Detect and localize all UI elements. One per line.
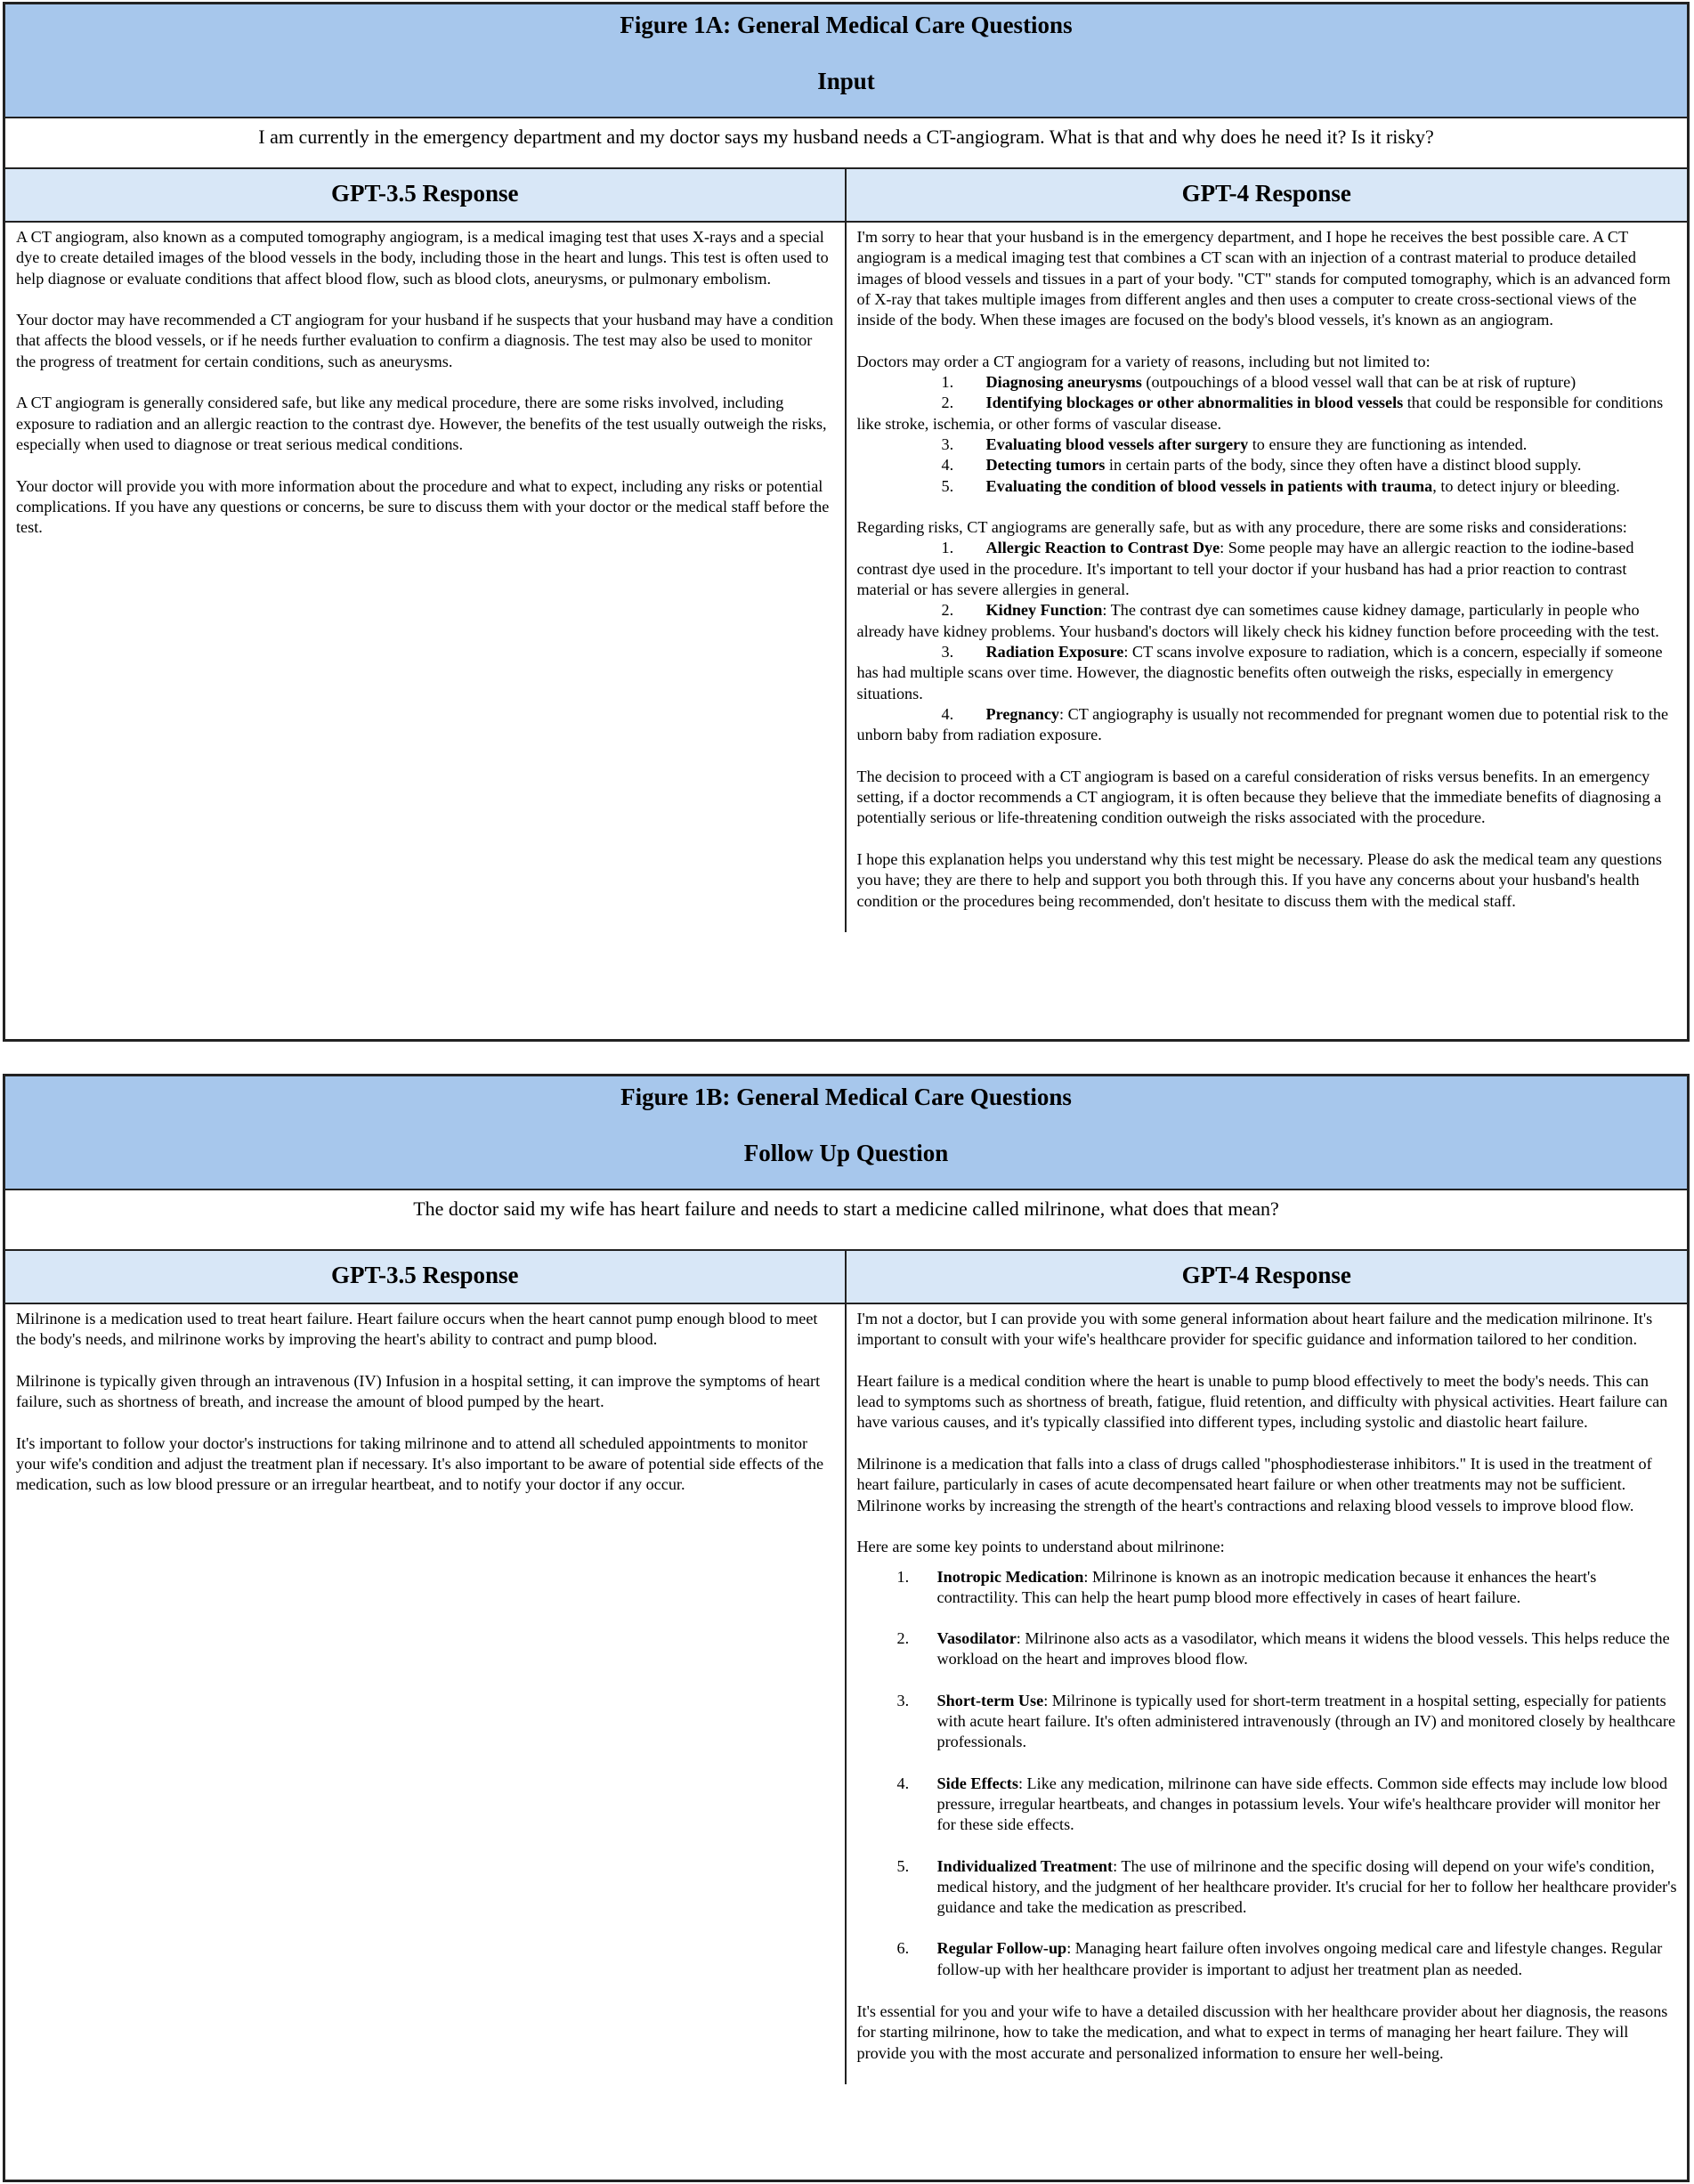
paragraph: Milrinone is a medication that falls into a class of drugs called "phosphodiesterase inhibitors." It is used in the treatment of heart failure, particularly in cases of acute decompensated heart failure or when other treatments may not be sufficient. Milrinone works by increasing the strength of the heart's contractions and relaxing blood vessels to improve blood flow.: [856, 1455, 1652, 1514]
paragraph: The decision to proceed with a CT angiogram is based on a careful consideration of risks versus benefits. In an emergency setting, if a doctor recommends a CT angiogram, it is often because they believe that the immediate benefits of diagnosing a potentially serious or life-threatening condition outweigh the risks associated with the procedure.: [856, 767, 1662, 827]
paragraph: Your doctor will provide you with more information about the procedure and what to expect, including any risks or potential complications. If you have any questions or concerns, be sure to discuss them with your doctor or the medical staff before the test.: [16, 476, 830, 537]
list-item: 1. Allergic Reaction to Contrast Dye: Some people may have an allergic reaction to the iodine-based contrast dye used in the procedure. It's important to tell your doctor if your husband has had a prior reaction to contrast material or has severe allergies in general.: [856, 539, 1634, 599]
figure-1a-title: Figure 1A: General Medical Care Questions: [620, 12, 1073, 38]
paragraph: Doctors may order a CT angiogram for a variety of reasons, including but not limited to:: [856, 352, 1431, 370]
paragraph: I'm not a doctor, but I can provide you with some general information about heart failure and the medication milrinone. It's important to consult with your wife's healthcare provider for specific guidance and information tailored to her condition.: [856, 1310, 1653, 1349]
figure-1a-gpt35-column: [5, 169, 847, 932]
key-points-list: [857, 1567, 1679, 1980]
list-item: 6. Regular Follow-up: Managing heart failure often involves ongoing medical care and lifestyle changes. Regular follow-up with her healthcare provider is important to adjust her treatment plan as needed.: [896, 1939, 1663, 1978]
figure-1a-title-band: [5, 4, 1687, 118]
figure-1a-gpt4-body: [847, 223, 1688, 932]
list-item: 5. Evaluating the condition of blood vessels in patients with trauma, to detect injury or bleeding.: [941, 476, 1620, 495]
list-item: 3. Radiation Exposure: CT scans involve exposure to radiation, which is a concern, especially if someone has had multiple scans over time. However, the diagnostic benefits often outweigh the risks, especially in emergency situations.: [856, 642, 1663, 702]
figure-1b-gpt4-header: GPT-4 Response: [847, 1251, 1688, 1304]
reasons-list: [857, 372, 1679, 497]
paragraph: Regarding risks, CT angiograms are generally safe, but as with any procedure, there are some risks and considerations:: [856, 518, 1627, 537]
figure-1b-gpt4-body: [847, 1304, 1688, 2084]
figure-1a-gpt4-column: [847, 169, 1688, 932]
paragraph: I hope this explanation helps you understand why this test might be necessary. Please do ask the medical team any questions you have; they are there to help and support you both through this. If you have any concerns about your husband's health condition or the procedures being recommended, don't hesitate to discuss them with the medical staff.: [856, 849, 1662, 910]
figure-1b-columns: [5, 1251, 1687, 2084]
list-item: 4. Detecting tumors in certain parts of the body, since they often have a distinct blood supply.: [941, 456, 1582, 475]
paragraph: Your doctor may have recommended a CT angiogram for your husband if he suspects that your husband may have a condition that affects the blood vessels, or if he needs further evaluation to confirm a diagnosis. The test may also be used to monitor the progress of treatment for certain conditions, such as aneurysms.: [16, 311, 834, 370]
figure-1a-subtitle: Input: [817, 68, 875, 94]
list-item: 1. Inotropic Medication: Milrinone is known as an inotropic medication because it enhances the heart's contractility. This can help the heart pump blood more effectively in cases of heart failure.: [896, 1567, 1597, 1606]
paragraph: Heart failure is a medical condition where the heart is unable to pump blood effectively to meet the body's needs. This can lead to symptoms such as shortness of breath, fatigue, fluid retention, and difficulty with physical activities. Heart failure can have various causes, and it's typically classified into different types, including systolic and diastolic heart failure.: [856, 1371, 1668, 1432]
figure-1a-columns: [5, 169, 1687, 932]
figure-1b-gpt35-column: [5, 1251, 847, 2084]
paragraph: It's essential for you and your wife to have a detailed discussion with her healthcare provider about her diagnosis, the reasons for starting milrinone, how to take the medication, and what to expect in terms of managing her heart failure. They will provide you with the most accurate and personalized information to ensure her well-being.: [856, 2002, 1668, 2062]
list-item: 2. Identifying blockages or other abnormalities in blood vessels that could be responsible for conditions like stroke, ischemia, or other forms of vascular disease.: [856, 394, 1664, 433]
figure-1a-gpt4-header: GPT-4 Response: [847, 169, 1688, 223]
figure-1a-gpt35-body: [5, 223, 845, 559]
figure-1b-gpt35-header: GPT-3.5 Response: [5, 1251, 845, 1304]
figure-1b-subtitle: Follow Up Question: [743, 1140, 949, 1166]
paragraph: A CT angiogram is generally considered safe, but like any medical procedure, there are some risks involved, including exposure to radiation and an allergic reaction to the contrast dye. However, the benefits of the test usually outweigh the risks, especially when used to diagnose or treat serious medical conditions.: [16, 394, 827, 453]
list-item: 2. Kidney Function: The contrast dye can sometimes cause kidney damage, particularly in people who already have kidney problems. Your husband's doctors will likely check his kidney function before proceeding with the test.: [856, 601, 1659, 640]
risks-list: [857, 538, 1679, 745]
figure-1a-gpt35-header: GPT-3.5 Response: [5, 169, 845, 223]
list-item: 3. Evaluating blood vessels after surgery to ensure they are functioning as intended.: [941, 434, 1528, 453]
figure-1b-question: The doctor said my wife has heart failure and needs to start a medicine called milrinone, what does that mean?: [5, 1190, 1687, 1251]
figure-1b-gpt35-body: [5, 1304, 845, 1516]
paragraph: It's important to follow your doctor's instructions for taking milrinone and to attend all scheduled appointments to monitor your wife's condition and adjust the treatment plan if necessary. It's also important to be aware of potential side effects of the medication, such as low blood pressure or an irregular heartbeat, and to notify your doctor if any occur.: [16, 1433, 824, 1494]
figure-1b-title-band: [5, 1076, 1687, 1190]
list-item: 2. Vasodilator: Milrinone also acts as a vasodilator, which means it widens the blood vessels. This helps reduce the workload on the heart and improves blood flow.: [896, 1629, 1670, 1668]
paragraph: Milrinone is a medication used to treat heart failure. Heart failure occurs when the heart cannot pump enough blood to meet the body's needs, and milrinone works by improving the heart's ability to contract and pump blood.: [16, 1310, 818, 1349]
list-item: 1. Diagnosing aneurysms (outpouchings of a blood vessel wall that can be at risk of rupture): [941, 373, 1576, 392]
paragraph: Milrinone is typically given through an intravenous (IV) Infusion in a hospital setting, it can improve the symptoms of heart failure, such as shortness of breath, and increase the amount of blood pumped by the heart.: [16, 1371, 821, 1411]
figure-1a: [3, 2, 1690, 1042]
paragraph: A CT angiogram, also known as a computed tomography angiogram, is a medical imaging test that uses X-rays and a special dye to create detailed images of the blood vessels in the body, including those in the heart and lungs. This test is often used to help diagnose or evaluate conditions that affect blood flow, such as blood clots, aneurysms, or pulmonary embolism.: [16, 228, 829, 288]
list-item: 4. Pregnancy: CT angiography is usually not recommended for pregnant women due to potential risk to the unborn baby from radiation exposure.: [856, 704, 1669, 744]
figure-1a-question: I am currently in the emergency department and my doctor says my husband needs a CT-angiogram. What is that and why does he need it? Is it risky?: [5, 118, 1687, 169]
list-item: 3. Short-term Use: Milrinone is typically used for short-term treatment in a hospital setting, especially for patients with acute heart failure. It's often administered intravenously (through an IV) and monitored closely by healthcare professionals.: [896, 1691, 1676, 1751]
paragraph: I'm sorry to hear that your husband is in the emergency department, and I hope he receives the best possible care. A CT angiogram is a medical imaging test that combines a CT scan with an injection of a contrast material to produce detailed images of blood vessels and tissues in a part of your body. "CT" stands for computed tomography, which is an advanced form of X-ray that takes multiple images from different angles and then uses a computer to create cross-sectional views of the inside of the body. When these images are focused on the body's blood vessels, it's known as an angiogram.: [856, 228, 1671, 329]
figure-1b-gpt4-column: [847, 1251, 1688, 2084]
list-item: 4. Side Effects: Like any medication, milrinone can have side effects. Common side effects may include low blood pressure, irregular heartbeats, and changes in potassium levels. Your wife's healthcare provider will monitor her for these side effects.: [896, 1774, 1668, 1834]
paragraph: Here are some key points to understand about milrinone:: [856, 1538, 1225, 1556]
list-item: 5. Individualized Treatment: The use of milrinone and the specific dosing will depend on your wife's condition, medical history, and the judgment of her healthcare provider. It's crucial for her to follow her healthcare provider's guidance and take the medication as prescribed.: [896, 1856, 1677, 1917]
figure-1b: [3, 1074, 1690, 2182]
figure-1b-title: Figure 1B: General Medical Care Questions: [620, 1084, 1072, 1110]
